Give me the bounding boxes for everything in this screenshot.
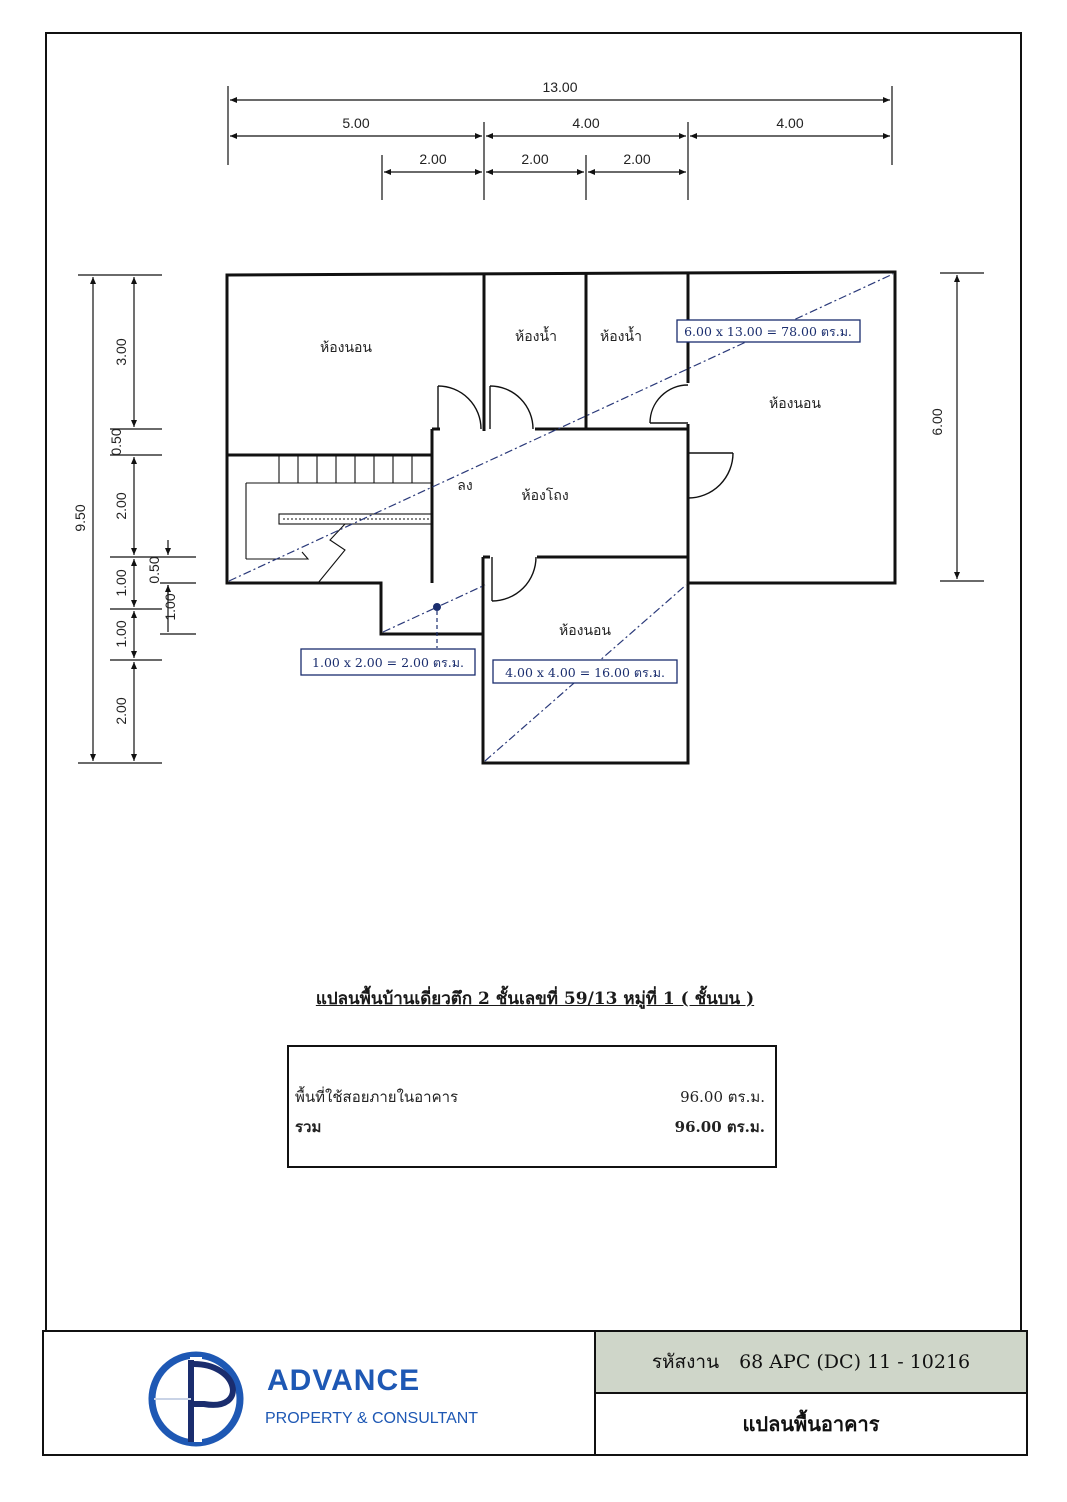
room-label-bedroom-3: ห้องนอน bbox=[558, 623, 612, 639]
dim-right-total: 6.00 bbox=[929, 408, 945, 436]
dim-left-b: 0.50 bbox=[108, 428, 124, 456]
top-dimensions bbox=[228, 86, 892, 200]
summary-row1-value: 96.00 ตร.ม. bbox=[680, 1088, 765, 1106]
dim-left-total: 9.50 bbox=[72, 504, 88, 532]
right-dimension bbox=[940, 273, 984, 581]
dim-top-seg3: 4.00 bbox=[776, 115, 804, 131]
summary-row2-value: 96.00 ตร.ม. bbox=[674, 1118, 765, 1136]
room-label-hall: ห้องโถง bbox=[521, 488, 569, 504]
plan-caption: แปลนพื้นบ้านเดี่ยวตึก 2 ชั้นเลขที่ 59/13 หมู่ที่ 1 ( ชั้นบน ) bbox=[315, 989, 755, 1009]
dim-left-a: 3.00 bbox=[113, 338, 129, 366]
dim-top-sub2: 2.00 bbox=[521, 151, 549, 167]
left-dimensions bbox=[78, 275, 196, 763]
area-marker-dot bbox=[433, 603, 441, 611]
summary-row1-label: พื้นที่ใช้สอยภายในอาคาร bbox=[295, 1088, 459, 1106]
title-block bbox=[42, 1330, 1028, 1456]
dim-top-sub3: 2.00 bbox=[623, 151, 651, 167]
dim-left-h: 1.00 bbox=[162, 593, 178, 621]
summary-row2-label: รวม bbox=[295, 1118, 322, 1136]
dim-left-f: 2.00 bbox=[113, 697, 129, 725]
room-label-bath-1: ห้องน้ำ bbox=[515, 329, 557, 345]
room-label-stairs-down: ลง bbox=[457, 478, 473, 494]
dim-top-seg2: 4.00 bbox=[572, 115, 600, 131]
dim-left-e: 1.00 bbox=[113, 620, 129, 648]
dim-top-sub1: 2.00 bbox=[419, 151, 447, 167]
room-label-bath-2: ห้องน้ำ bbox=[600, 329, 642, 345]
title-block-brand bbox=[44, 1332, 596, 1454]
brand-name: ADVANCE bbox=[267, 1364, 421, 1397]
area-label-main: 6.00 x 13.00 = 78.00 ตร.ม. bbox=[684, 324, 852, 339]
room-label-bedroom-2: ห้องนอน bbox=[768, 396, 822, 412]
dim-left-g: 0.50 bbox=[146, 556, 162, 584]
drawing-name-cell: แปลนพื้นอาคาร bbox=[742, 1412, 880, 1436]
project-code-value: 68 APC (DC) 11 - 10216 bbox=[739, 1351, 971, 1373]
project-code-label: รหัสงาน bbox=[651, 1351, 720, 1373]
area-label-room: 4.00 x 4.00 = 16.00 ตร.ม. bbox=[505, 665, 665, 680]
stairs bbox=[246, 455, 432, 583]
area-label-small: 1.00 x 2.00 = 2.00 ตร.ม. bbox=[312, 655, 464, 670]
room-label-bedroom-1: ห้องนอน bbox=[319, 340, 373, 356]
sheet-border bbox=[46, 33, 1021, 1453]
company-logo-icon bbox=[144, 1342, 254, 1452]
dim-left-d: 1.00 bbox=[113, 569, 129, 597]
dim-left-c: 2.00 bbox=[113, 492, 129, 520]
dim-top-seg1: 5.00 bbox=[342, 115, 370, 131]
area-summary-table bbox=[287, 1045, 777, 1168]
project-code-cell bbox=[596, 1332, 1026, 1394]
brand-subtitle: PROPERTY & CONSULTANT bbox=[265, 1410, 479, 1427]
dim-top-total: 13.00 bbox=[542, 79, 578, 95]
